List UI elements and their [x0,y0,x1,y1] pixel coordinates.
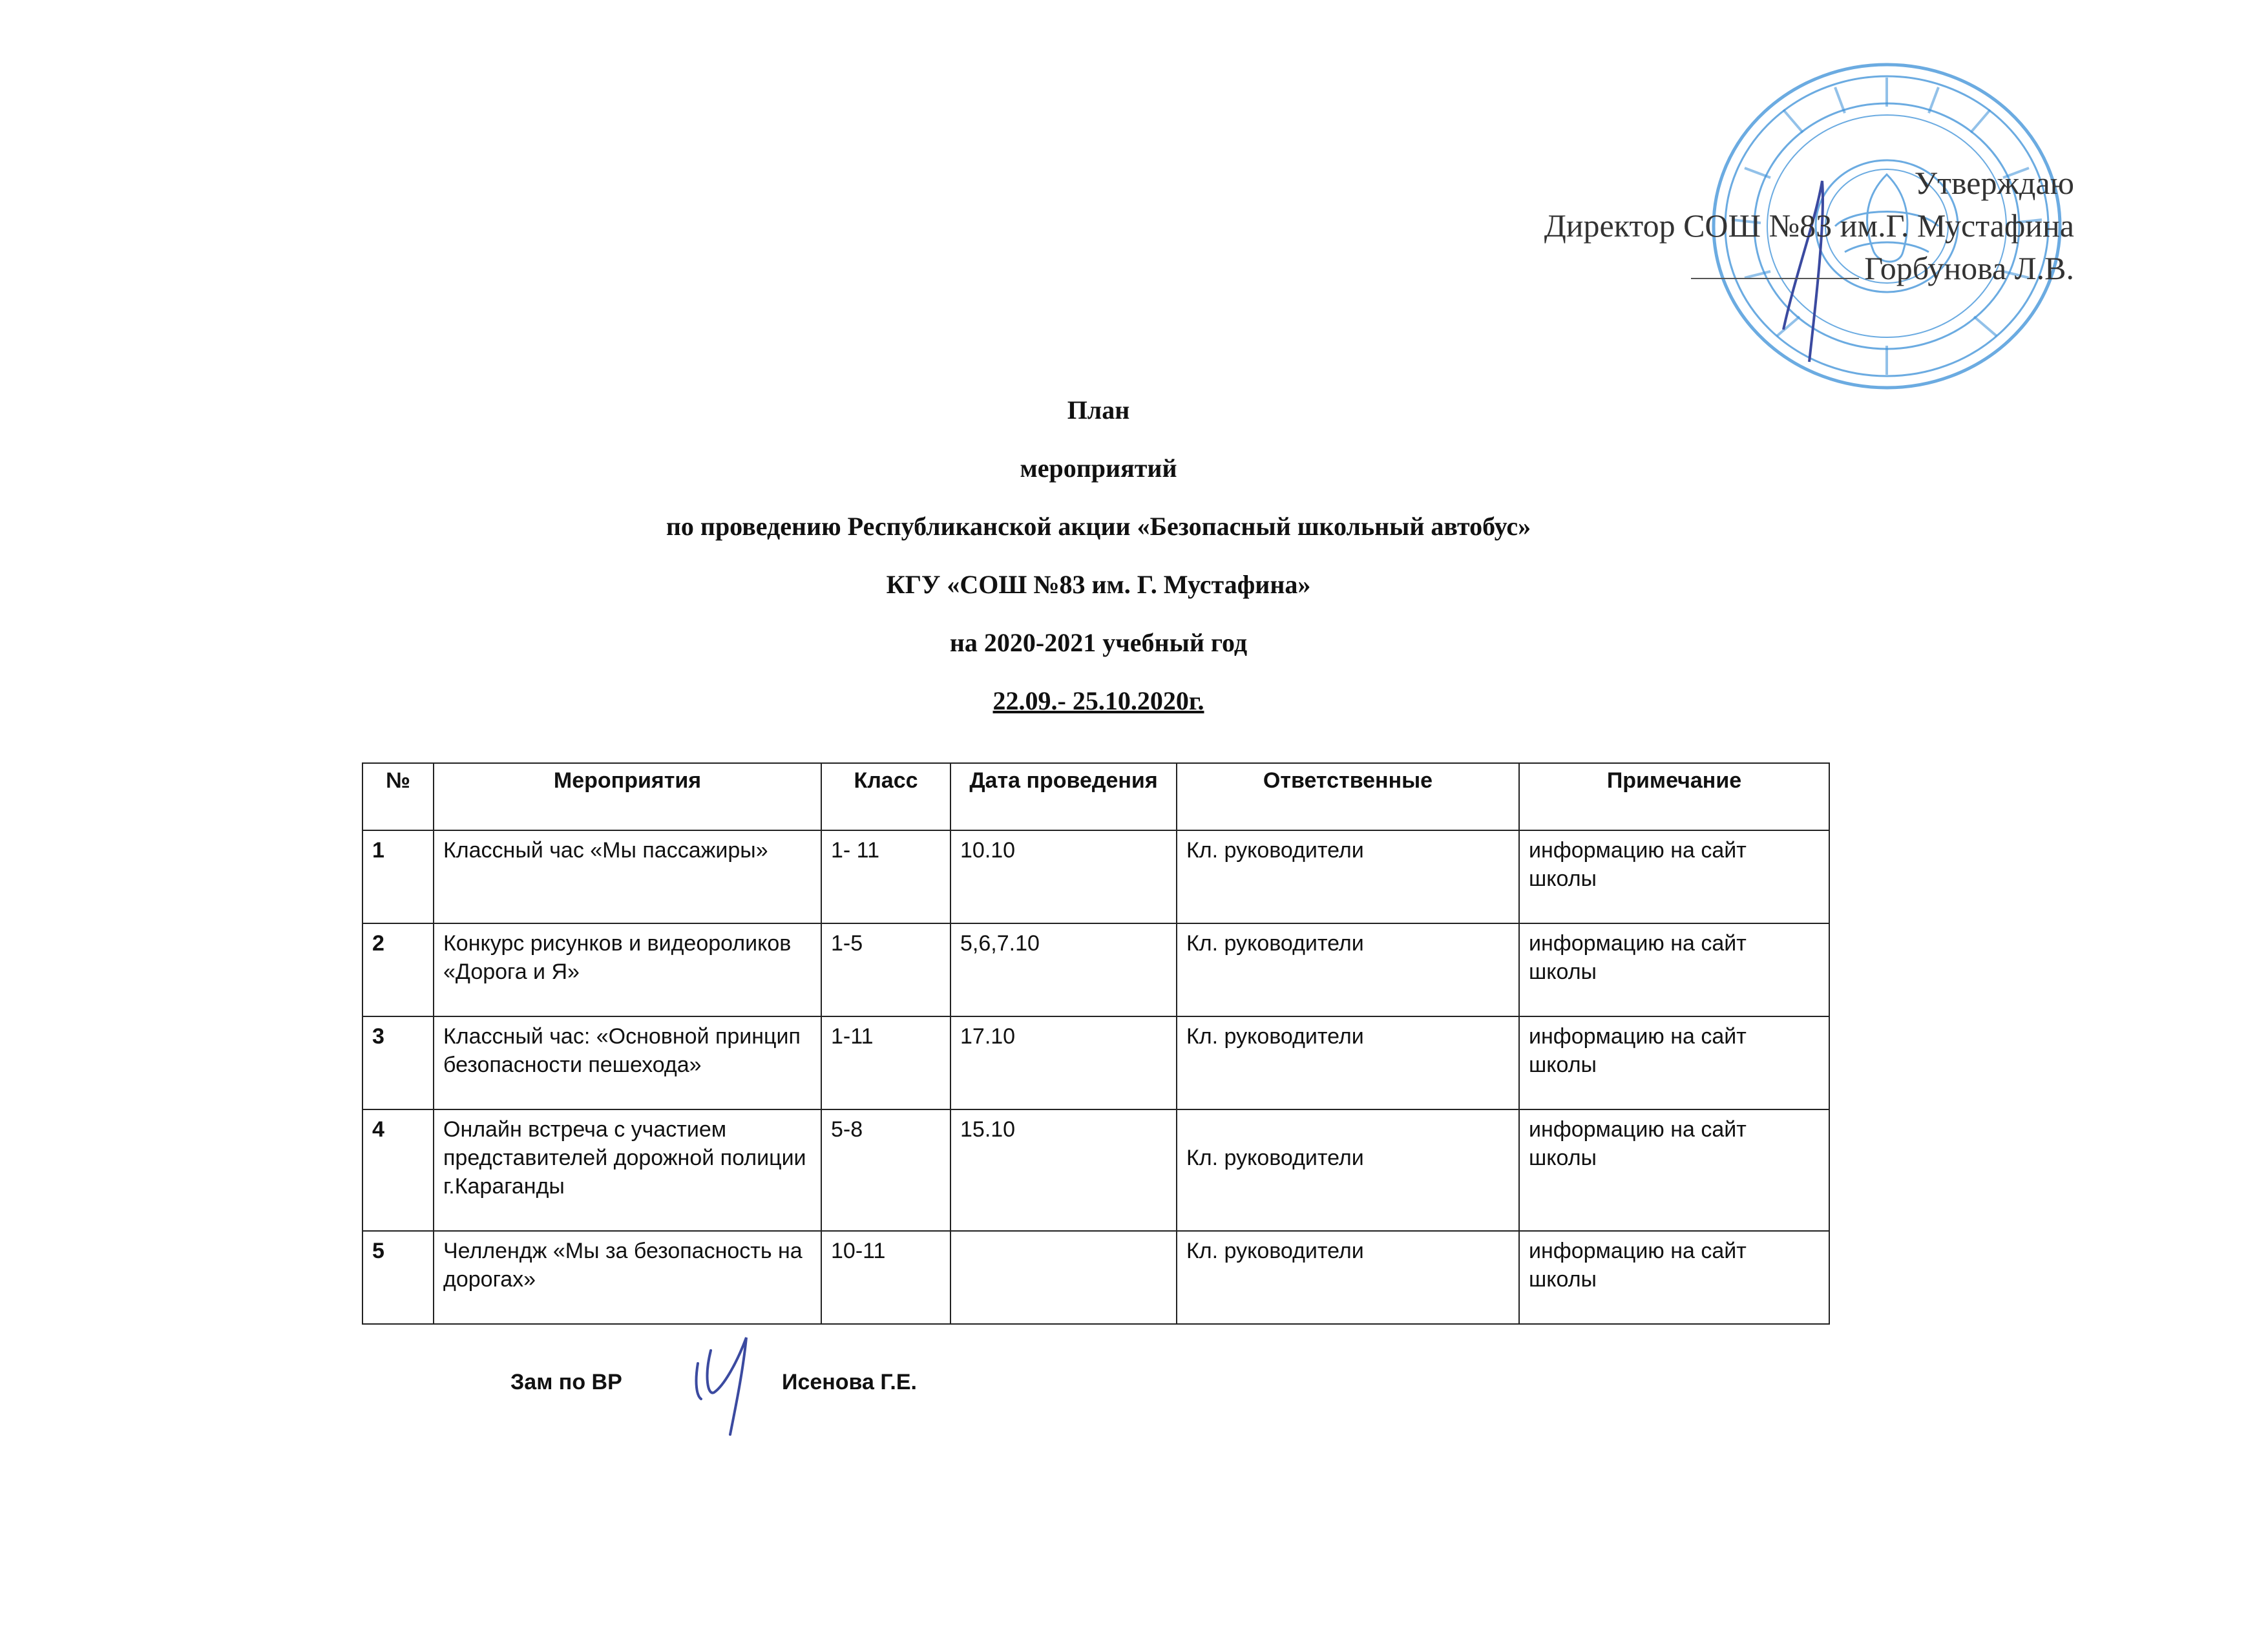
table-row [362,1231,1829,1324]
row-event: Классный час «Мы пассажиры» [434,830,821,923]
events-table [362,762,1830,1325]
row-date [950,1231,1177,1324]
row-grade: 1-5 [821,923,950,1016]
header-grade: Класс [821,763,950,830]
table-header-row [362,763,1829,830]
title-line-events: мероприятий [1020,454,1177,483]
row-date: 15.10 [950,1109,1177,1231]
row-event: Классный час: «Основной принцип безопасности пешехода» [434,1016,821,1109]
row-responsible: Кл. руководители [1177,830,1519,923]
title-line-school: КГУ «СОШ №83 им. Г. Мустафина» [886,570,1311,599]
row-number: 3 [362,1016,434,1109]
table-row [362,1016,1829,1109]
row-grade: 5-8 [821,1109,950,1231]
footer-signature [510,1370,917,1395]
signature-line [1691,278,1859,279]
row-note: информацию на сайт школы [1519,923,1829,1016]
row-note: информацию на сайт школы [1519,1016,1829,1109]
row-responsible: Кл. руководители [1177,1109,1519,1231]
row-number: 2 [362,923,434,1016]
approval-signer [1544,247,2074,289]
row-responsible: Кл. руководители [1177,923,1519,1016]
approval-block [1544,162,2074,289]
table-row [362,923,1829,1016]
header-note: Примечание [1519,763,1829,830]
row-grade: 1-11 [821,1016,950,1109]
row-event: Конкурс рисунков и видеороликов «Дорога и Я» [434,923,821,1016]
row-number: 4 [362,1109,434,1231]
row-number: 5 [362,1231,434,1324]
approval-name: Горбунова Л.В. [1864,250,2074,286]
header-date: Дата проведения [950,763,1177,830]
row-date: 10.10 [950,830,1177,923]
row-date: 17.10 [950,1016,1177,1109]
signature-icon [685,1325,795,1441]
row-note: информацию на сайт школы [1519,1109,1829,1231]
row-grade: 1- 11 [821,830,950,923]
header-event: Мероприятия [434,763,821,830]
document-title [0,381,2197,730]
title-line-plan: План [1067,395,1130,425]
footer-position: Зам по ВР [510,1370,622,1394]
row-number: 1 [362,830,434,923]
approval-title: Утверждаю [1914,165,2074,201]
row-note: информацию на сайт школы [1519,1231,1829,1324]
table-row [362,830,1829,923]
row-date: 5,6,7.10 [950,923,1177,1016]
approval-position: Директор СОШ №83 им.Г. Мустафина [1544,207,2074,244]
title-line-year: на 2020-2021 учебный год [949,628,1248,657]
header-number: № [362,763,434,830]
row-event: Онлайн встреча с участием представителей дорожной полиции г.Караганды [434,1109,821,1231]
row-responsible: Кл. руководители [1177,1016,1519,1109]
row-grade: 10-11 [821,1231,950,1324]
footer-name: Исенова Г.Е. [782,1370,917,1394]
row-responsible: Кл. руководители [1177,1231,1519,1324]
row-event: Челлендж «Мы за безопасность на дорогах» [434,1231,821,1324]
row-note: информацию на сайт школы [1519,830,1829,923]
table-row [362,1109,1829,1231]
title-line-dates: 22.09.- 25.10.2020г. [992,686,1204,715]
title-line-campaign: по проведению Республиканской акции «Безопасный школьный автобус» [666,512,1531,541]
header-responsible: Ответственные [1177,763,1519,830]
